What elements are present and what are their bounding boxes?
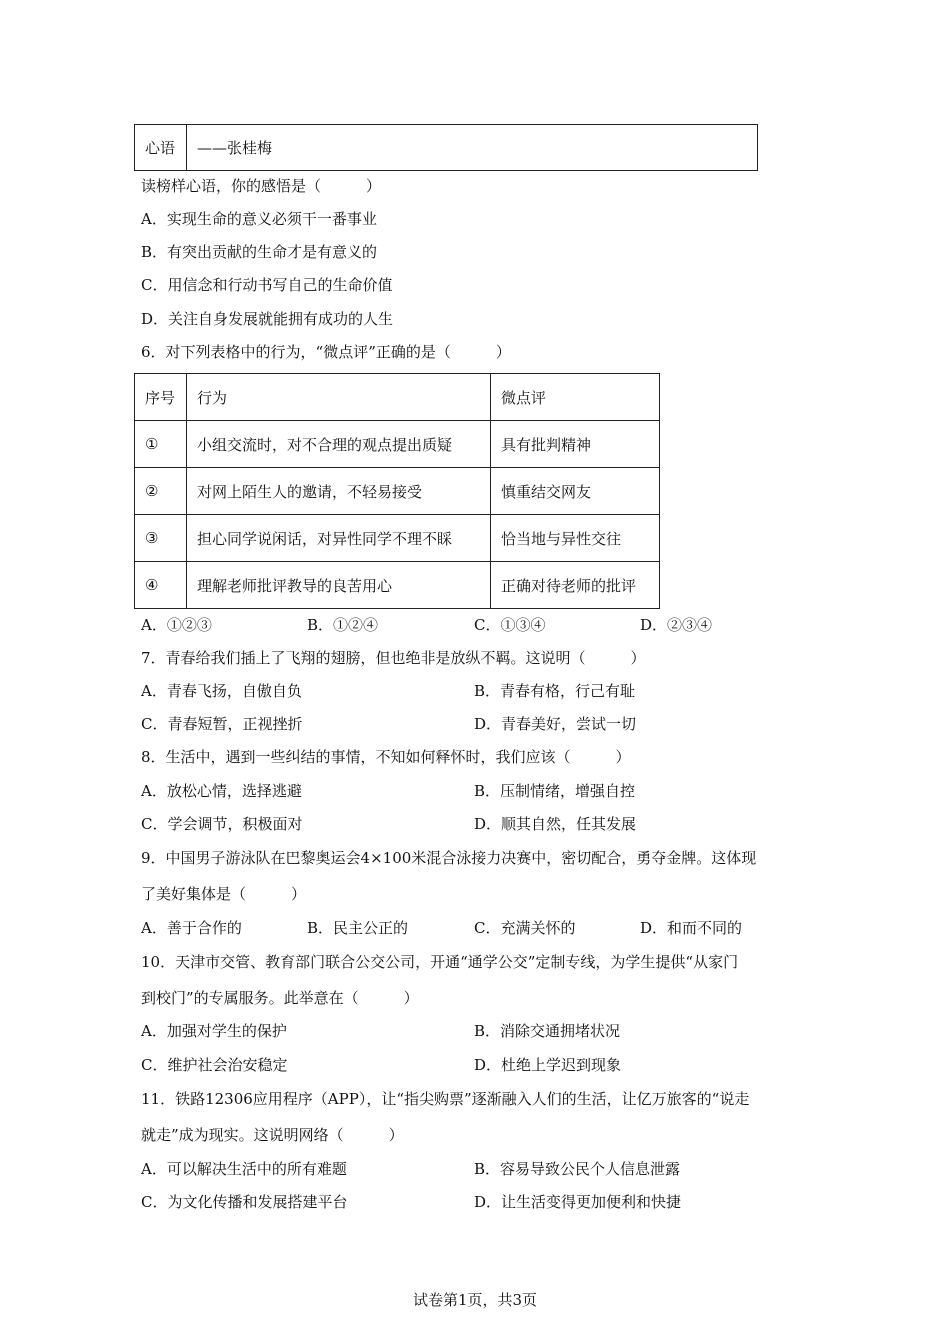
table-cell: 慎重结交网友 bbox=[491, 468, 660, 515]
q7-option-b: B．青春有格，行己有耻 bbox=[474, 682, 636, 700]
table-cell: 具有批判精神 bbox=[491, 421, 660, 468]
table-cell: 小组交流时，对不合理的观点提出质疑 bbox=[187, 421, 491, 468]
page-footer: 试卷第1页，共3页 bbox=[412, 1291, 538, 1309]
q10-option-d: D．杜绝上学迟到现象 bbox=[474, 1056, 622, 1074]
table-cell: 对网上陌生人的邀请，不轻易接受 bbox=[187, 468, 491, 515]
q9-option-d: D．和而不同的 bbox=[640, 919, 743, 937]
table-row bbox=[135, 562, 660, 609]
q5-option-a: A．实现生命的意义必须干一番事业 bbox=[141, 210, 377, 228]
q5-option-b: B．有突出贡献的生命才是有意义的 bbox=[141, 243, 378, 261]
q8-option-a: A．放松心情，选择逃避 bbox=[141, 782, 302, 800]
table-row bbox=[135, 468, 660, 515]
q8-option-d: D．顺其自然，任其发展 bbox=[474, 815, 637, 833]
table-cell: ③ bbox=[135, 515, 187, 562]
q10-option-b: B．消除交通拥堵状况 bbox=[474, 1022, 621, 1040]
q9-option-a: A．善于合作的 bbox=[141, 919, 242, 937]
table-cell: ② bbox=[135, 468, 187, 515]
heart-words-label: 心语 bbox=[135, 125, 187, 171]
q11-stem-line1: 11．铁路12306应用程序（APP），让“指尖购票”逐渐融入人们的生活，让亿万旅客的“说走 bbox=[141, 1090, 750, 1108]
q8-option-b: B．压制情绪，增强自控 bbox=[474, 782, 636, 800]
q11-stem-line2: 就走”成为现实。这说明网络（ ） bbox=[141, 1126, 404, 1144]
table-row bbox=[135, 515, 660, 562]
q6-option-c: C．①③④ bbox=[474, 616, 546, 634]
table-row bbox=[135, 421, 660, 468]
q11-option-d: D．让生活变得更加便利和快捷 bbox=[474, 1193, 682, 1211]
q6-option-b: B．①②④ bbox=[307, 616, 379, 634]
table-cell: ① bbox=[135, 421, 187, 468]
q9-option-c: C．充满关怀的 bbox=[474, 919, 576, 937]
q5-option-d: D．关注自身发展就能拥有成功的人生 bbox=[141, 310, 394, 328]
q10-option-a: A．加强对学生的保护 bbox=[141, 1022, 287, 1040]
q5-option-c: C．用信念和行动书写自己的生命价值 bbox=[141, 276, 393, 294]
q8-option-c: C．学会调节，积极面对 bbox=[141, 815, 303, 833]
q5-stem: 读榜样心语，你的感悟是（ ） bbox=[141, 177, 382, 195]
q6-option-a: A．①②③ bbox=[141, 616, 212, 634]
q6-option-d: D．②③④ bbox=[640, 616, 713, 634]
table-header-cell: 微点评 bbox=[491, 374, 660, 421]
table-header-cell: 序号 bbox=[135, 374, 187, 421]
q9-stem-line2: 了美好集体是（ ） bbox=[141, 885, 307, 903]
q7-stem: 7．青春给我们插上了飞翔的翅膀，但也绝非是放纵不羁。这说明（ ） bbox=[141, 649, 646, 667]
table-cell: 担心同学说闲话，对异性同学不理不睬 bbox=[187, 515, 491, 562]
q10-option-c: C．维护社会治安稳定 bbox=[141, 1056, 288, 1074]
q7-option-a: A．青春飞扬，自傲自负 bbox=[141, 682, 302, 700]
behavior-table bbox=[134, 373, 660, 609]
q10-stem-line1: 10．天津市交管、教育部门联合公交公司，开通“通学公交”定制专线，为学生提供“从家门 bbox=[141, 953, 739, 971]
table-header-cell: 行为 bbox=[187, 374, 491, 421]
table-cell: 正确对待老师的批评 bbox=[491, 562, 660, 609]
heart-words-text: ——张桂梅 bbox=[187, 125, 758, 171]
heart-words-box bbox=[134, 124, 758, 171]
q7-option-d: D．青春美好，尝试一切 bbox=[474, 715, 637, 733]
q11-option-b: B．容易导致公民个人信息泄露 bbox=[474, 1160, 681, 1178]
q7-option-c: C．青春短暂，正视挫折 bbox=[141, 715, 303, 733]
q6-stem: 6．对下列表格中的行为，“微点评”正确的是（ ） bbox=[141, 343, 511, 361]
q9-stem-line1: 9．中国男子游泳队在巴黎奥运会4×100米混合泳接力决赛中，密切配合，勇夺金牌。这体现 bbox=[141, 849, 757, 867]
table-cell: 恰当地与异性交往 bbox=[491, 515, 660, 562]
q9-option-b: B．民主公正的 bbox=[307, 919, 409, 937]
table-cell: 理解老师批评教导的良苦用心 bbox=[187, 562, 491, 609]
table-cell: ④ bbox=[135, 562, 187, 609]
q11-option-c: C．为文化传播和发展搭建平台 bbox=[141, 1193, 348, 1211]
q10-stem-line2: 到校门”的专属服务。此举意在（ ） bbox=[141, 989, 419, 1007]
q8-stem: 8．生活中，遇到一些纠结的事情，不知如何释怀时，我们应该（ ） bbox=[141, 748, 631, 766]
table-header-row bbox=[135, 374, 660, 421]
q11-option-a: A．可以解决生活中的所有难题 bbox=[141, 1160, 347, 1178]
